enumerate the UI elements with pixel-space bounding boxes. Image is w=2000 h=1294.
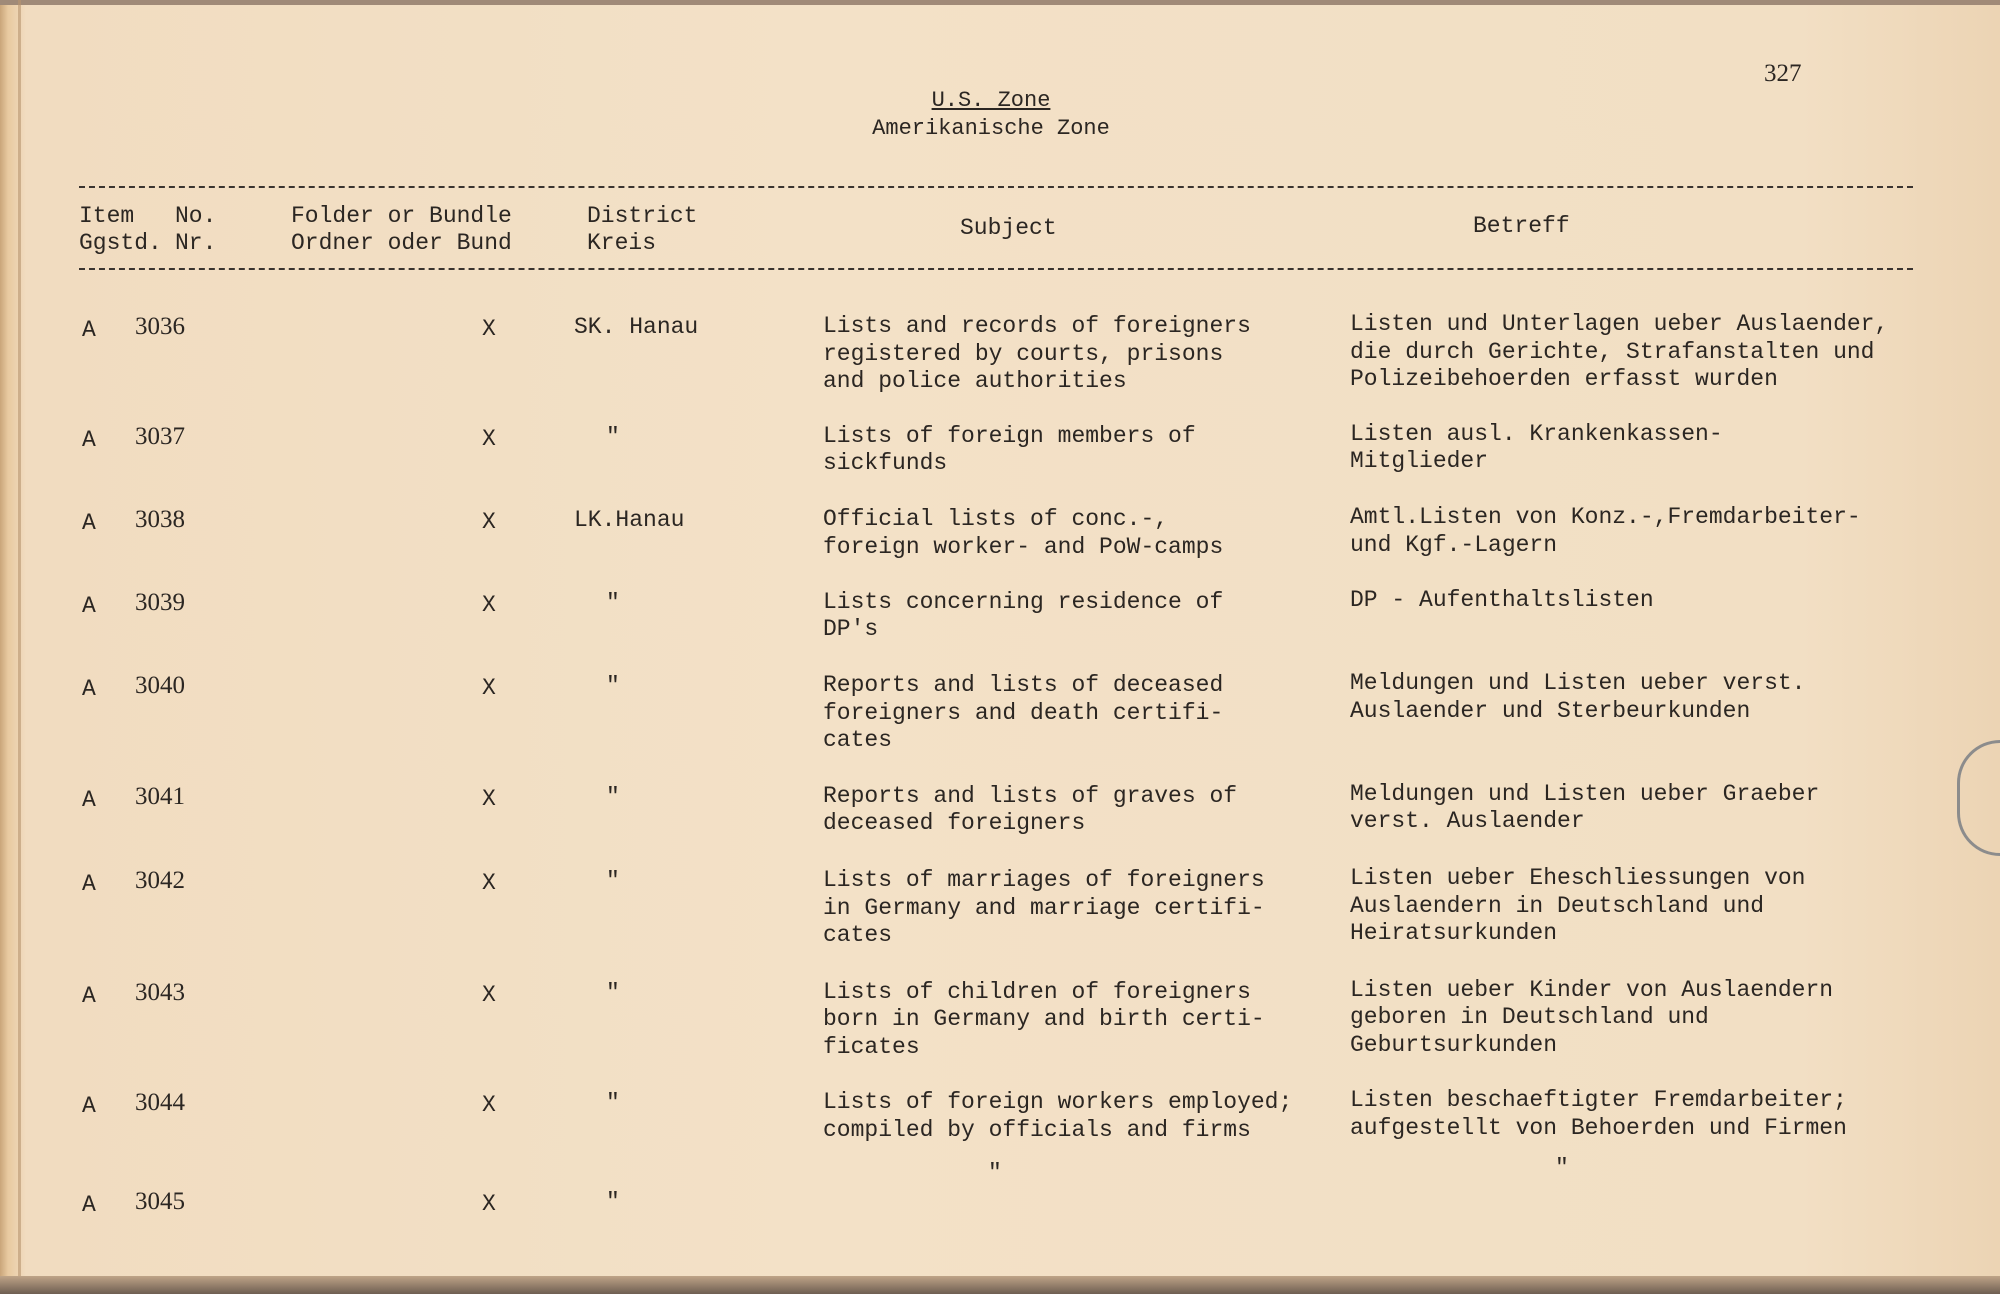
cell-subject: Lists of foreign members of sickfunds [823, 422, 1196, 476]
cell-folder: X [482, 675, 496, 701]
cell-district: " [606, 979, 620, 1006]
cell-district: " [606, 1188, 620, 1215]
cell-district: LK.Hanau [574, 507, 685, 533]
cell-no: 3041 [135, 782, 185, 810]
header-no: No. [175, 203, 217, 229]
page-subtitle: Amerikanische Zone [872, 116, 1110, 141]
cell-betreff: DP - Aufenthaltslisten [1350, 586, 1654, 613]
cell-subject: Reports and lists of graves of deceased foreigners [823, 782, 1238, 836]
cell-betreff: Listen ueber Eheschliessungen von Auslaendern in Deutschland und Heiratsurkunden [1350, 865, 1806, 946]
cell-subject: Lists of marriages of foreigners in Germany and marriage certifi- cates [823, 867, 1265, 948]
cell-no: 3040 [135, 672, 185, 699]
cell-subject: Lists of children of foreigners born in Germany and birth certi- ficates [823, 978, 1265, 1060]
cell-betreff: Listen ueber Kinder von Auslaendern geboren in Deutschland und Geburtsurkunden [1350, 976, 1834, 1058]
cell-no: 3045 [135, 1187, 185, 1215]
cell-no: 3036 [135, 313, 185, 340]
cell-folder: X [482, 1190, 496, 1217]
cell-subject: Lists of foreign workers employed; compiled by officials and firms [823, 1089, 1293, 1143]
cell-betreff: Listen beschaeftigter Fremdarbeiter; aufgestellt von Behoerden und Firmen [1350, 1087, 1847, 1141]
page-bottom-edge [0, 1276, 2000, 1294]
cell-betreff: Amtl.Listen von Konz.-,Fremdarbeiter- und Kgf.-Lagern [1350, 504, 1861, 558]
cell-subject: Lists concerning residence of DP's [823, 588, 1224, 642]
cell-betreff: Listen ausl. Krankenkassen- Mitglieder [1350, 420, 1723, 474]
page-top-edge [0, 0, 2000, 5]
binding-edge [18, 0, 21, 1294]
header-folder-de: Ordner oder Bund [291, 230, 512, 256]
cell-item: A [82, 871, 96, 897]
header-item-de: Ggstd. [79, 230, 162, 256]
cell-folder: X [482, 1092, 496, 1118]
cell-no: 3042 [135, 867, 185, 894]
cell-item: A [82, 317, 96, 343]
cell-folder: X [482, 870, 496, 896]
cell-no: 3039 [135, 588, 185, 616]
cell-district: " [606, 589, 620, 616]
cell-no: 3044 [135, 1089, 185, 1116]
page-tab-clip [1957, 740, 2000, 856]
cell-district: SK. Hanau [574, 314, 699, 340]
cell-district: " [606, 1090, 620, 1116]
cell-betreff: Meldungen und Listen ueber Graeber verst. Auslaender [1350, 780, 1820, 834]
cell-folder: X [482, 785, 496, 812]
header-district-de: Kreis [587, 230, 657, 256]
cell-folder: X [482, 316, 496, 342]
header-folder: Folder or Bundle [291, 203, 512, 229]
page-title: U.S. Zone [931, 88, 1051, 113]
cell-folder: X [482, 591, 496, 618]
cell-item: A [82, 510, 96, 536]
cell-item: A [82, 1191, 96, 1218]
cell-no: 3037 [135, 422, 185, 450]
cell-item: A [82, 1093, 96, 1119]
cell-item: A [82, 786, 96, 813]
cell-folder: X [482, 425, 496, 452]
header-rule-bottom [79, 268, 1913, 270]
cell-item: A [82, 676, 96, 702]
cell-item: A [82, 426, 96, 453]
cell-folder: X [482, 981, 496, 1008]
header-no-de: Nr. [175, 230, 217, 256]
cell-district: " [606, 423, 620, 450]
cell-subject: Reports and lists of deceased foreigners and death certifi- cates [823, 672, 1224, 753]
header-subject: Subject [960, 215, 1057, 241]
cell-item: A [82, 982, 96, 1009]
cell-district: " [606, 868, 620, 894]
cell-folder: X [482, 509, 496, 535]
header-district: District [587, 203, 698, 229]
cell-no: 3043 [135, 978, 185, 1006]
cell-betreff: " [1555, 1155, 1569, 1181]
page-number: 327 [1764, 60, 1802, 87]
header-item: Item [79, 203, 135, 229]
cell-item: A [82, 592, 96, 619]
cell-district: " [606, 783, 620, 810]
cell-betreff: Listen und Unterlagen ueber Auslaender, die durch Gerichte, Strafanstalten und Polizeibehoerden erfasst wurden [1350, 311, 1889, 392]
header-rule-top [79, 186, 1913, 188]
header-betreff: Betreff [1473, 213, 1570, 239]
cell-district: " [606, 673, 620, 699]
cell-subject: Official lists of conc.-, foreign worker- and PoW-camps [823, 506, 1224, 560]
cell-no: 3038 [135, 506, 185, 533]
cell-subject: Lists and records of foreigners registered by courts, prisons and police authorities [823, 313, 1251, 394]
cell-subject: " [988, 1160, 1002, 1186]
cell-betreff: Meldungen und Listen ueber verst. Auslaender und Sterbeurkunden [1350, 670, 1806, 724]
